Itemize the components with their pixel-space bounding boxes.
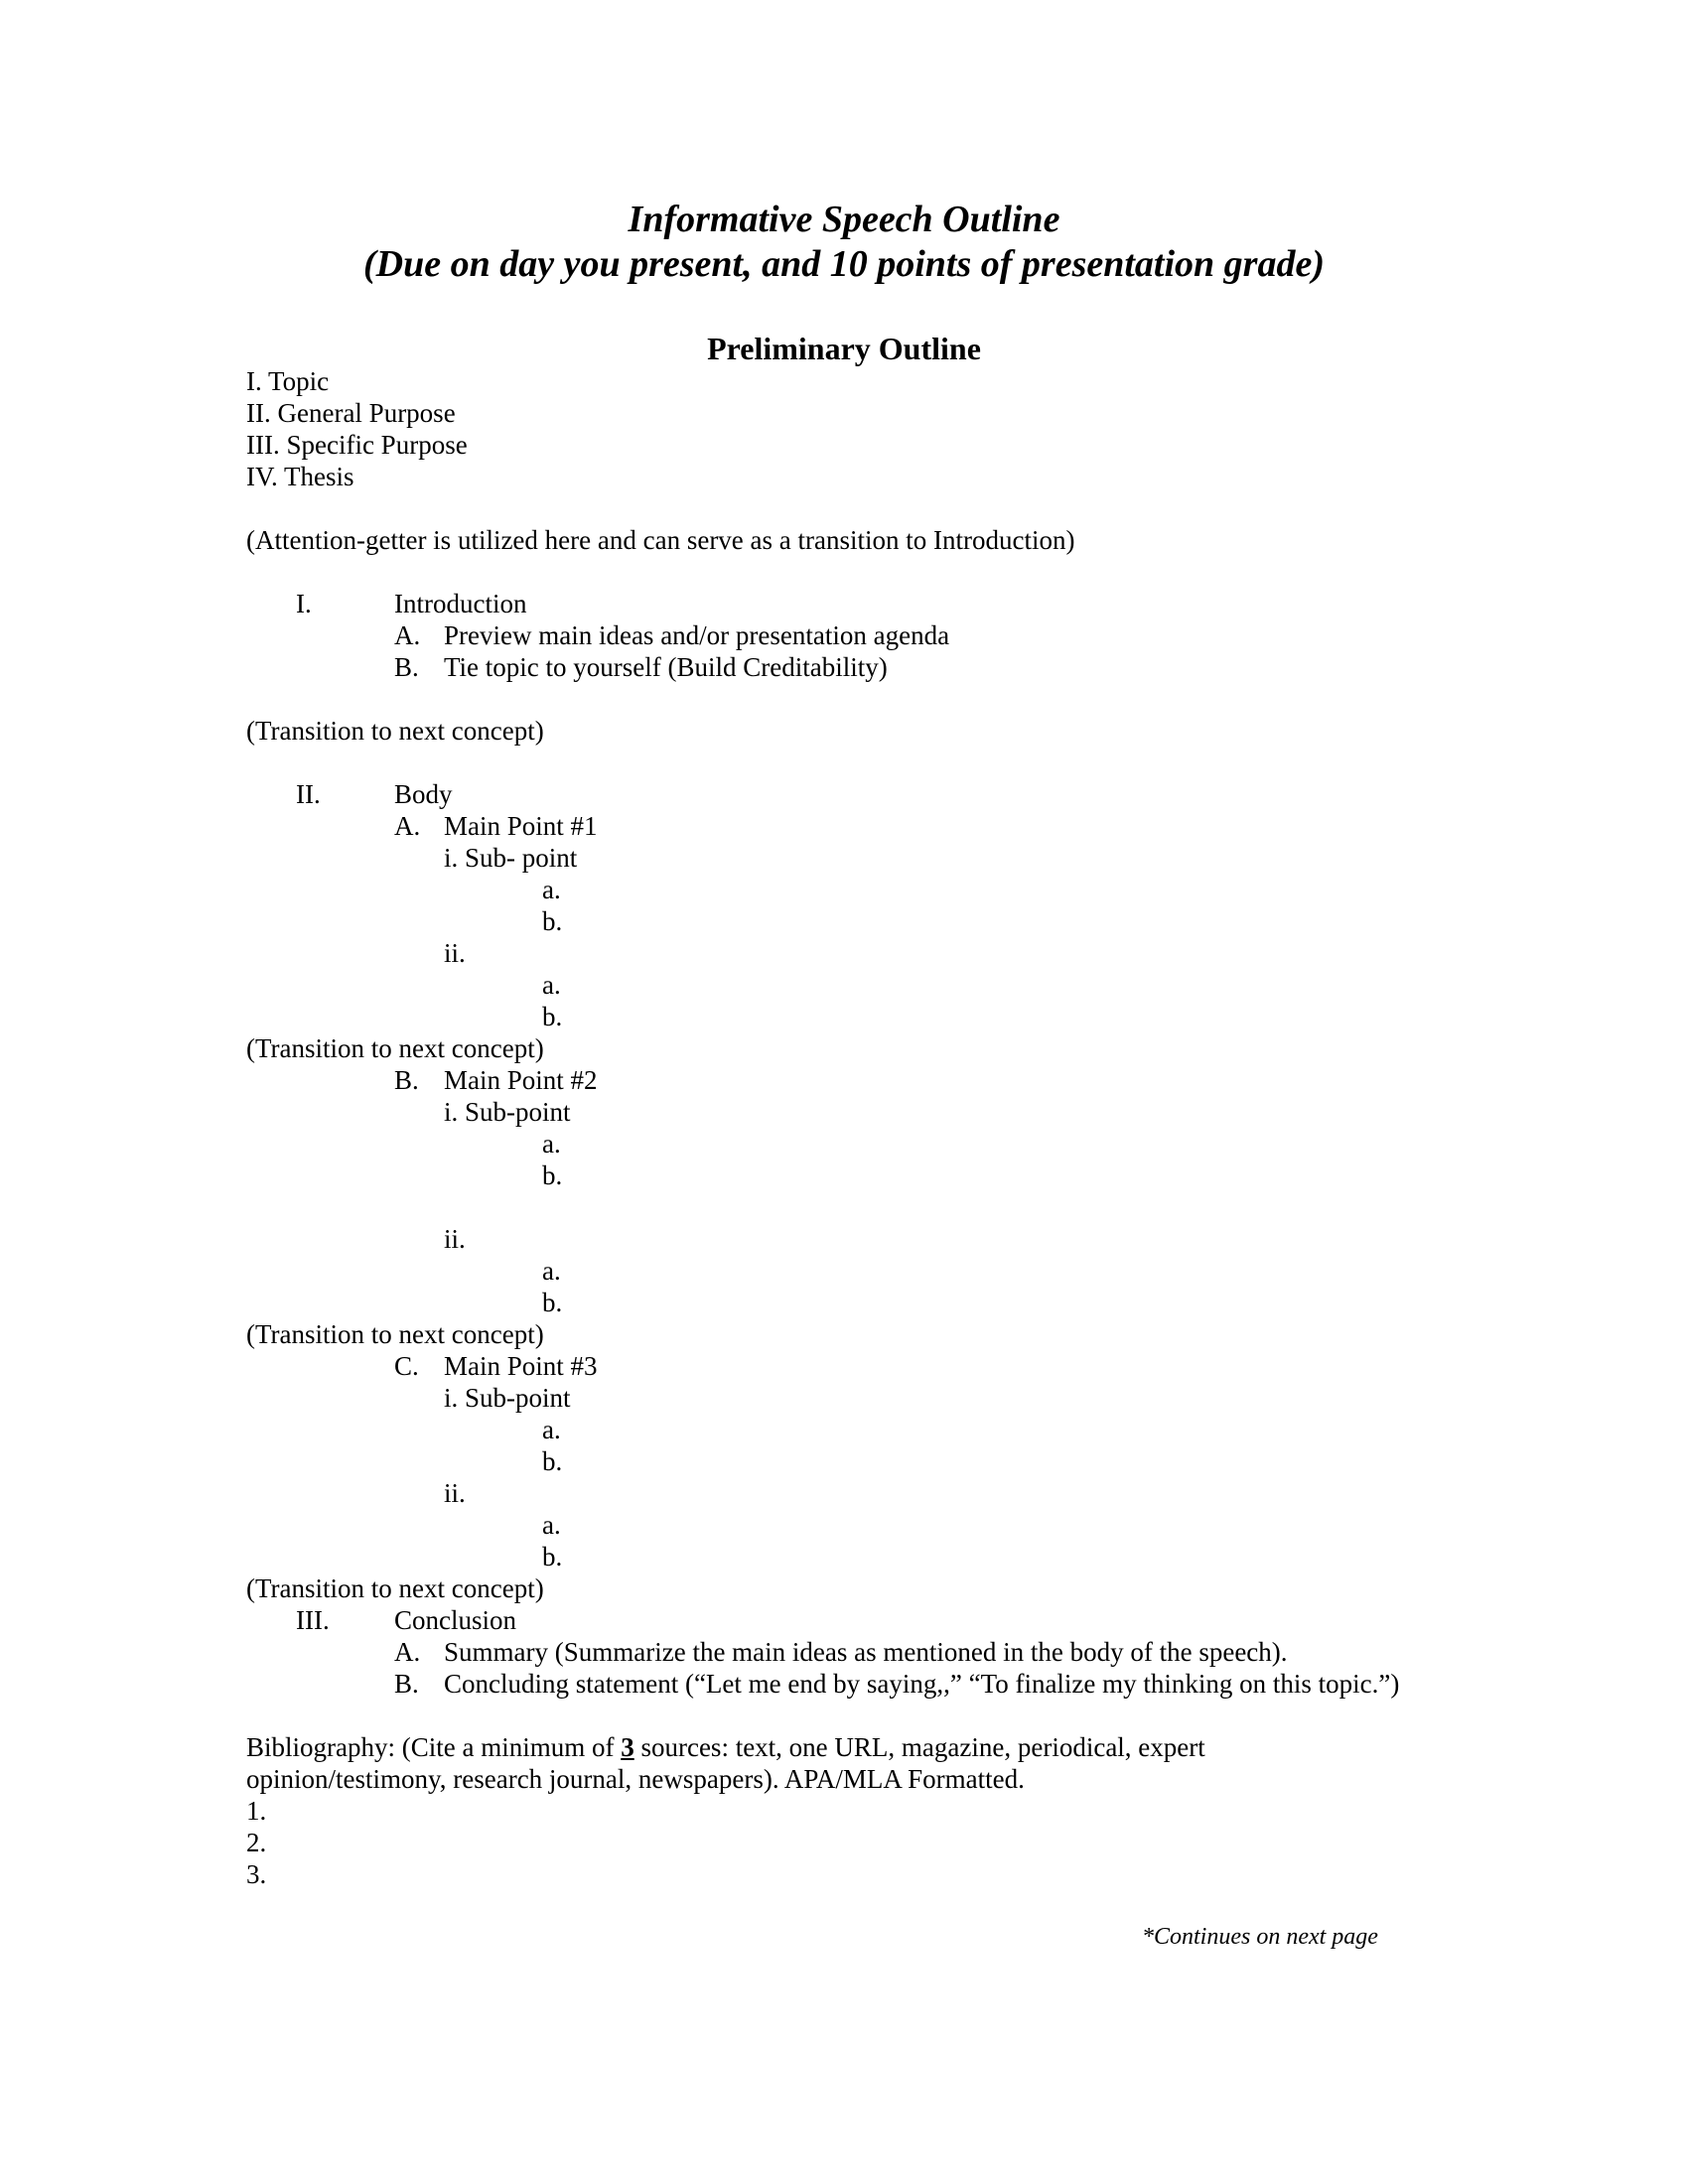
main-point-3-letter: C. [394,1351,419,1381]
main-point-1-text: Main Point #1 [444,811,598,841]
main-point-3-sub-ii-b: b. [542,1542,563,1571]
conclusion-a-text: Summary (Summarize the main ideas as mentioned in the body of the speech). [444,1637,1288,1667]
introduction-b-letter: B. [394,652,419,682]
main-point-1-sub-ii-a: a. [542,970,561,1000]
main-point-3-sub-i-a: a. [542,1415,561,1444]
transition-1: (Transition to next concept) [246,716,544,746]
document-subtitle: (Due on day you present, and 10 points of presentation grade) [363,243,1325,285]
main-point-2-sub-ii-b: b. [542,1288,563,1317]
bibliography-line-1 [246,1731,1205,1763]
continues-note: *Continues on next page [1142,1924,1378,1950]
bibliography-item-1: 1. [246,1796,267,1826]
conclusion-b-text: Concluding statement (“Let me end by saying,,” “To finalize my thinking on this topic.”) [444,1669,1400,1699]
bibliography-line-2: opinion/testimony, research journal, newspapers). APA/MLA Formatted. [246,1764,1025,1794]
main-point-2-sub-i-b: b. [542,1160,563,1190]
bibliography-item-2: 2. [246,1828,267,1857]
body-label: Body [394,779,453,809]
main-point-1-sub-ii: ii. [444,938,466,968]
main-point-2-sub-i: i. Sub-point [444,1097,571,1127]
main-point-2-letter: B. [394,1065,419,1095]
bibliography-prefix: Bibliography: (Cite a minimum of [246,1732,622,1762]
main-point-3-sub-ii: ii. [444,1478,466,1508]
introduction-a-letter: A. [394,620,421,650]
main-point-1-sub-i-b: b. [542,906,563,936]
transition-4: (Transition to next concept) [246,1573,544,1603]
main-point-1-sub-i-a: a. [542,875,561,904]
main-point-1-sub-ii-b: b. [542,1002,563,1031]
body-numeral: II. [296,779,321,809]
introduction-b-text: Tie topic to yourself (Build Creditability) [444,652,888,682]
introduction-numeral: I. [296,589,312,618]
main-point-3-text: Main Point #3 [444,1351,598,1381]
main-point-3-sub-i-b: b. [542,1446,563,1476]
preliminary-specific-purpose: III. Specific Purpose [246,430,468,460]
main-point-3-sub-i: i. Sub-point [444,1383,571,1413]
main-point-2-sub-ii-a: a. [542,1256,561,1286]
bibliography-min-count: 3 [621,1732,634,1762]
section-heading: Preliminary Outline [707,331,981,366]
bibliography-suffix: sources: text, one URL, magazine, periodical, expert [633,1732,1205,1762]
transition-2: (Transition to next concept) [246,1033,544,1063]
preliminary-topic: I. Topic [246,366,330,396]
preliminary-general-purpose: II. General Purpose [246,398,456,428]
main-point-2-text: Main Point #2 [444,1065,598,1095]
main-point-2-sub-ii: ii. [444,1224,466,1254]
introduction-label: Introduction [394,589,527,618]
main-point-1-sub-i: i. Sub- point [444,843,578,873]
bibliography-item-3: 3. [246,1859,267,1889]
conclusion-label: Conclusion [394,1605,517,1635]
preliminary-thesis: IV. Thesis [246,462,354,491]
conclusion-a-letter: A. [394,1637,421,1667]
conclusion-numeral: III. [296,1605,330,1635]
attention-note: (Attention-getter is utilized here and can serve as a transition to Introduction) [246,525,1075,555]
conclusion-b-letter: B. [394,1669,419,1699]
main-point-2-sub-i-a: a. [542,1129,561,1159]
main-point-3-sub-ii-a: a. [542,1510,561,1540]
introduction-a-text: Preview main ideas and/or presentation agenda [444,620,950,650]
main-point-1-letter: A. [394,811,421,841]
transition-3: (Transition to next concept) [246,1319,544,1349]
document-title: Informative Speech Outline [628,199,1060,240]
